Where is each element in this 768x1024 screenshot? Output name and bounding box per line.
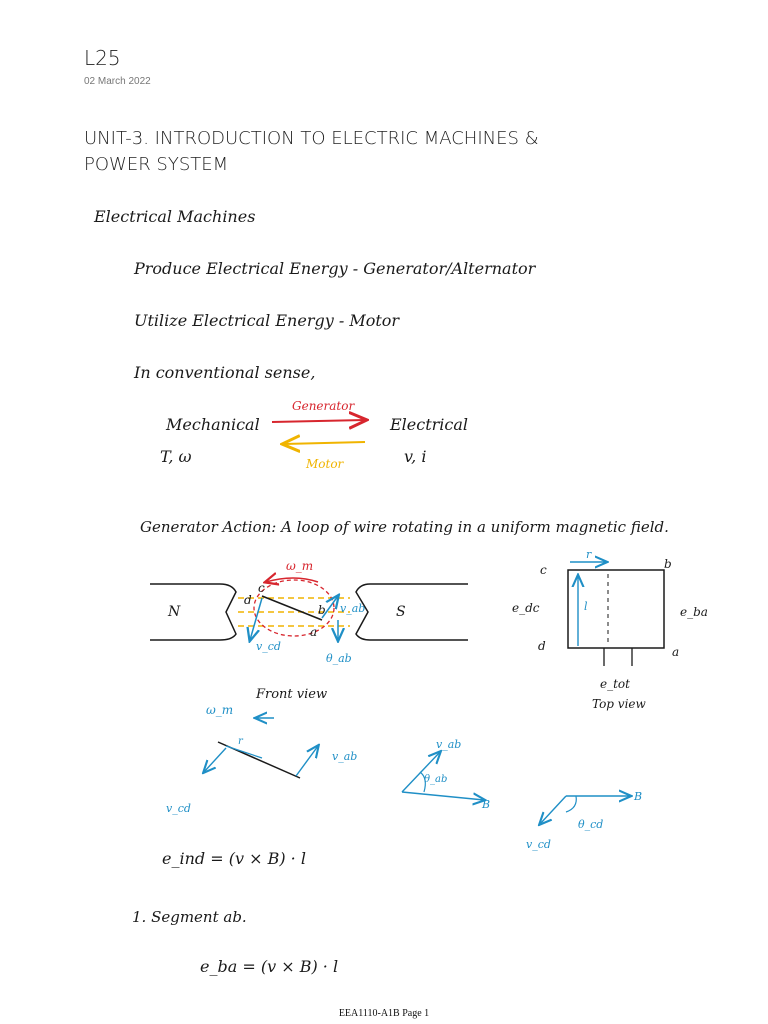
point-b: b [318, 603, 326, 617]
theta-ab-vec-label: θ_ab [424, 774, 448, 785]
generator-arrow [272, 420, 365, 422]
l-top: l [584, 600, 588, 613]
section-title: Electrical Machines [94, 207, 256, 226]
page-title: L25 [84, 46, 121, 70]
v-ab-vel: v_ab [332, 750, 358, 763]
e-ba-top-label: e_ba [680, 605, 708, 619]
top-c: c [540, 563, 547, 577]
B-label-cd: B [634, 790, 643, 803]
v-cd-vec-label: v_cd [526, 838, 551, 851]
page-footer: EEA1110-A1B Page 1 [338, 1008, 430, 1019]
front-view-label: Front view [256, 687, 328, 702]
point-a: a [310, 625, 318, 639]
omega-arrow [266, 578, 318, 582]
motor-label: Motor [306, 457, 344, 471]
segment-ab: 1. Segment ab. [132, 908, 247, 926]
omega-m-front: ω_m [286, 559, 314, 573]
conventional-line: In conventional sense, [134, 363, 316, 382]
v-cd-front-arrow [250, 598, 262, 640]
top-view-label: Top view [592, 697, 646, 711]
top-a: a [672, 645, 680, 659]
point-c: c [258, 581, 265, 595]
motor-arrow [284, 442, 365, 444]
v-cd-front: v_cd [256, 640, 281, 653]
south-pole [356, 584, 468, 640]
elec-vars: v, i [404, 447, 427, 466]
r-top: r [586, 548, 592, 561]
v-cd-vel: v_cd [166, 802, 191, 815]
mech-vars: T, ω [160, 447, 192, 466]
generator-action-line: Generator Action: A loop of wire rotating in a uniform magnetic field. [140, 518, 669, 536]
mechanical-label: Mechanical [166, 415, 260, 434]
v-cd-vel-arrow [204, 748, 226, 772]
north-pole [150, 584, 236, 640]
heading-line-1: UNIT-3. INTRODUCTION TO ELECTRIC MACHINES & [84, 128, 539, 149]
utilize-line: Utilize Electrical Energy - Motor [134, 311, 400, 330]
r-vel-arrow [226, 746, 262, 758]
top-d: d [538, 639, 546, 653]
theta-cd-vec-label: θ_cd [578, 818, 604, 831]
v-ab-vec-label: v_ab [436, 738, 462, 751]
e-tot-label: e_tot [600, 677, 630, 691]
page-date: 02 March 2022 [84, 76, 151, 87]
electrical-label: Electrical [390, 415, 469, 434]
theta-cd-arc [566, 796, 576, 812]
top-view-loop [568, 570, 664, 648]
north-label: N [168, 604, 181, 620]
omega-m-vel: ω_m [206, 703, 234, 717]
v-ab-vel-arrow [296, 746, 318, 776]
v-ab-front: v_ab [340, 602, 366, 615]
top-b: b [664, 557, 672, 571]
equation-ind: e_ind = (v × B) · l [162, 849, 306, 868]
equation-ba: e_ba = (v × B) · l [200, 957, 339, 976]
v-ab-vec [402, 752, 440, 792]
theta-ab-front: θ_ab [326, 652, 352, 665]
generator-label: Generator [292, 399, 355, 413]
e-dc-label: e_dc [512, 601, 540, 615]
r-vel: r [238, 736, 243, 747]
v-cd-vec [540, 796, 566, 824]
B-label-ab: B [482, 798, 491, 811]
B-vec-ab [402, 792, 484, 800]
south-label: S [396, 604, 406, 620]
point-d: d [244, 593, 252, 607]
heading-line-2: POWER SYSTEM [84, 154, 229, 175]
loop-wire [262, 596, 322, 620]
produce-line: Produce Electrical Energy - Generator/Alternator [134, 259, 536, 278]
